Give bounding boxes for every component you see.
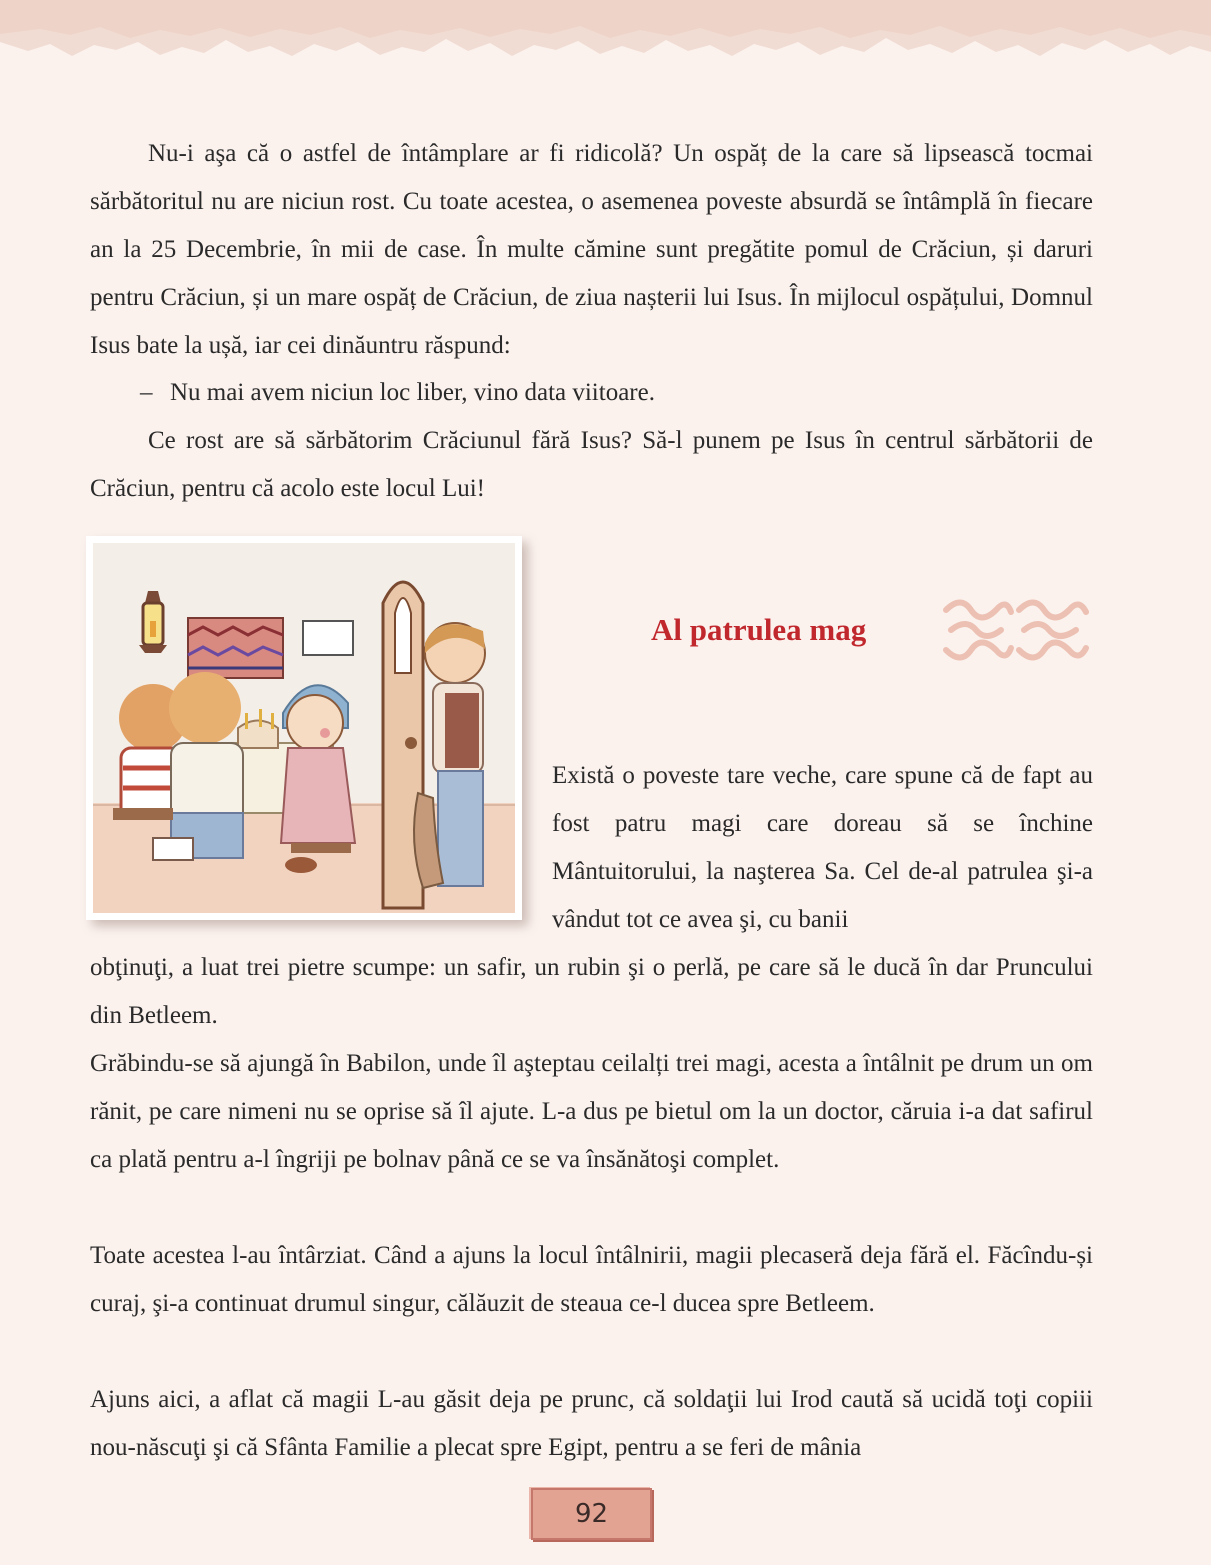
- closing-paragraph: Ce rost are să sărbătorim Crăciunul fără Isus? Să-l punem pe Isus în centrul sărbătorii de Crăciun, pentru că acolo este locul Lui!: [90, 427, 1093, 502]
- story-intro-paragraph: Există o poveste tare veche, care spune că de fapt au fost patru magi care doreau să se închine Mântuitorului, la naşterea Sa. Cel de-al patrulea şi-a vândut tot ce avea şi, cu banii: [552, 762, 1093, 933]
- torn-paper-edge: [0, 0, 1211, 80]
- dialogue-dash: –: [140, 379, 153, 406]
- story-continuation: obţinuţi, a luat trei pietre scumpe: un safir, un rubin şi o perlă, pe care să le ducă în dar Pruncului din Betleem.: [90, 954, 1093, 1029]
- section-title: Al patrulea mag: [651, 612, 867, 647]
- children-at-table-drawing: [93, 543, 515, 913]
- story-paragraph-babylon: Grăbindu-se să ajungă în Babilon, unde îl aşteptau ceilalți trei magi, acesta a întâlnit pe drum un om rănit, pe care nimeni nu se oprise să îl ajute. L-a dus pe bietul om la un doctor, căruia i-a dat safirul ca plată pentru a-l îngriji pe bolnav până ce se va însănătoşi complet.: [90, 1050, 1093, 1173]
- story-paragraph-delay: Toate acestea l-au întârziat. Când a ajuns la locul întâlnirii, magii plecaseră deja fără el. Făcîndu-și curaj, şi-a continuat drumul singur, călăuzit de steaua ce-l ducea spre Betleem.: [90, 1242, 1093, 1317]
- floral-ornament-icon: [936, 590, 1094, 670]
- page-number: 92: [531, 1488, 652, 1540]
- dialogue-text: Nu mai avem niciun loc liber, vino data viitoare.: [170, 379, 655, 406]
- story-paragraph-bethlehem: Ajuns aici, a aflat că magii L-au găsit deja pe prunc, că soldaţii lui Irod caută să ucidă toţi copiii nou-născuţi şi că Sfânta Familie a plecat spre Egipt, pentru a se feri de mânia: [90, 1386, 1093, 1461]
- christmas-illustration: [86, 536, 522, 920]
- dialogue-line: [140, 369, 655, 417]
- intro-paragraph: Nu-i aşa că o astfel de întâmplare ar fi ridicolă? Un ospăț de la care să lipsească tocmai sărbătoritul nu are niciun rost. Cu toate acestea, o asemenea poveste absurdă se întâmplă în fiecare an la 25 Decembrie, în mii de case. În multe cămine sunt pregătite pomul de Crăciun, și daruri pentru Crăciun, și un mare ospăț de Crăciun, de ziua nașterii lui Isus. În mijlocul ospățului, Domnul Isus bate la ușă, iar cei dinăuntru răspund:: [90, 140, 1093, 359]
